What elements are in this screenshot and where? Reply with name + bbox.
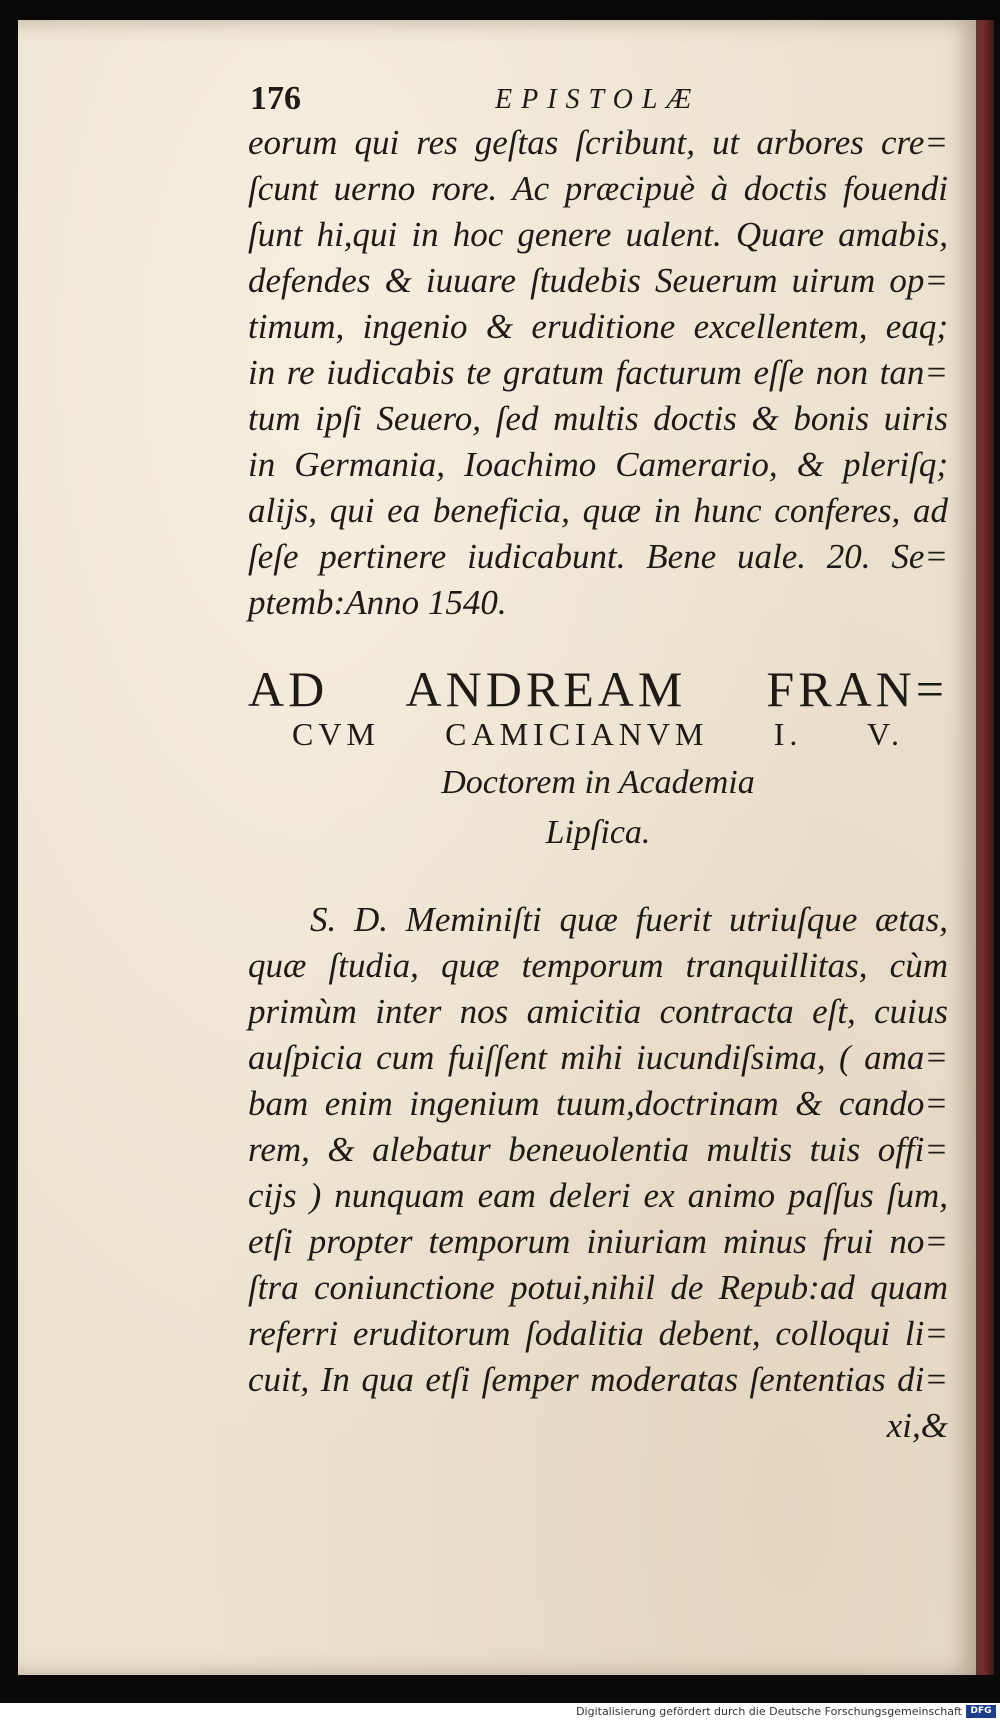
text-line: timum, ingenio & eruditione excellentem, eaq; xyxy=(248,307,948,346)
text-line: ſcunt uerno rore. Ac præcipuè à doctis fouendi xyxy=(248,169,948,208)
text-line: quæ ſtudia, quæ temporum tranquillitas, cùm xyxy=(248,946,948,985)
text-line: ſeſe pertinere iudicabunt. Bene uale. 20. Se= xyxy=(248,537,948,576)
digitization-footer xyxy=(0,1703,1000,1721)
heading-line-4: Lipſica. xyxy=(545,814,651,851)
text-line: defendes & iuuare ſtudebis Seuerum uirum op= xyxy=(248,261,948,300)
text-line: rem, & alebatur beneuolentia multis tuis offi= xyxy=(248,1130,948,1169)
heading-line-3: Doctorem in Academia xyxy=(441,764,755,801)
page-header xyxy=(250,80,750,120)
running-head: EPISTOLÆ xyxy=(495,84,701,115)
text-line: cuit, In qua etſi ſemper moderatas ſententias di= xyxy=(248,1360,948,1399)
text-line: auſpicia cum fuiſſent mihi iucundiſsima, ( ama= xyxy=(248,1038,948,1077)
text-line: tum ipſi Seuero, ſed multis doctis & bonis uiris xyxy=(248,399,948,438)
text-line: referri eruditorum ſodalitia debent, colloqui li= xyxy=(248,1314,948,1353)
text-line: eorum qui res geſtas ſcribunt, ut arbores cre= xyxy=(248,123,948,162)
text-line: primùm inter nos amicitia contracta eſt, cuius xyxy=(248,992,948,1031)
text-line: S. D. Meminiſti quæ fuerit utriuſque ætas, xyxy=(310,900,948,939)
letter-body-text xyxy=(248,897,948,1449)
heading-line-1: AD ANDREAM FRAN= xyxy=(248,661,948,717)
heading-line-2: CVM CAMICIANVM I. V. xyxy=(292,716,904,752)
text-line: cijs ) nunquam eam deleri ex animo paſſus ſum, xyxy=(248,1176,948,1215)
text-line: ſtra coniunctione potui,nihil de Repub:ad quam xyxy=(248,1268,948,1307)
scan-top-border xyxy=(0,0,1000,22)
letter-heading xyxy=(248,660,948,864)
text-line: alijs, qui ea beneficia, quæ in hunc conferes, ad xyxy=(248,491,948,530)
dfg-logo: DFG xyxy=(966,1705,996,1718)
text-line: ſunt hi,qui in hoc genere ualent. Quare amabis, xyxy=(248,215,948,254)
page-number: 176 xyxy=(250,80,301,117)
text-line: in Germania, Ioachimo Camerario, & pleriſq; xyxy=(248,445,948,484)
scan-bottom-border xyxy=(0,1675,1000,1703)
text-line: ptemb:Anno 1540. xyxy=(248,583,507,622)
catchword: xi,& xyxy=(886,1406,948,1445)
text-line: etſi propter temporum iniuriam minus frui no= xyxy=(248,1222,948,1261)
footer-credit: Digitalisierung gefördert durch die Deutsche Forschungsgemeinschaft xyxy=(576,1705,962,1718)
text-line: bam enim ingenium tuum,doctrinam & cando= xyxy=(248,1084,948,1123)
letter-closing-text xyxy=(248,120,948,626)
text-line: in re iudicabis te gratum facturum eſſe non tan= xyxy=(248,353,948,392)
page-edge xyxy=(976,20,994,1675)
